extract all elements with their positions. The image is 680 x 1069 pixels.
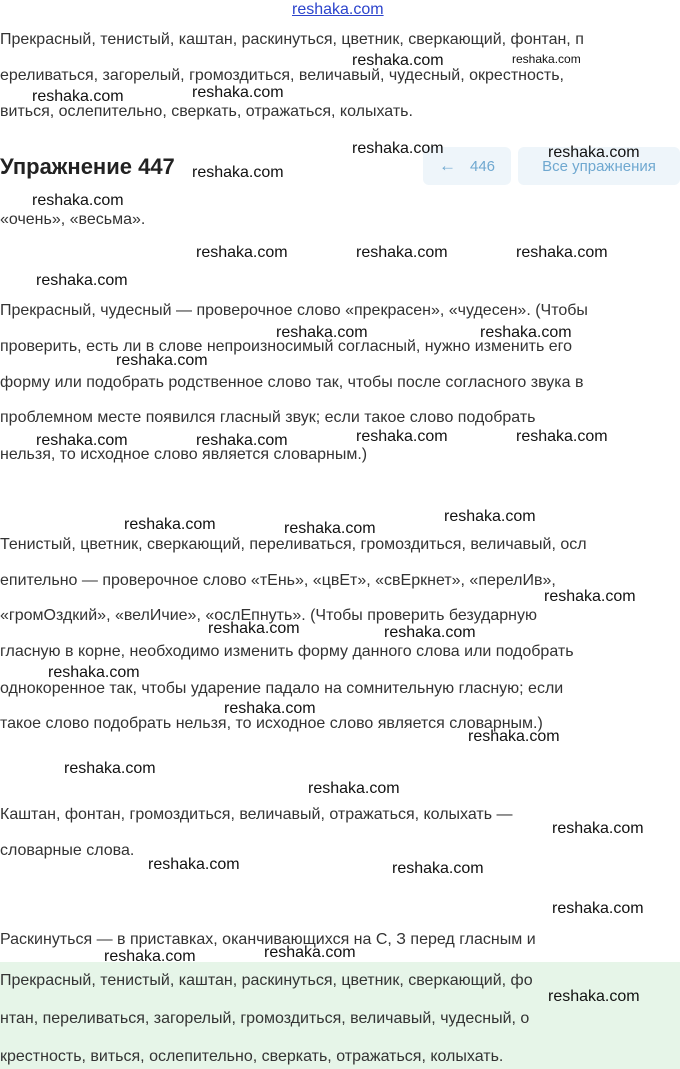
block2-line-3: «громОздкий», «велИчие», «ослЕпнуть». (Чтобы проверить безударную	[0, 607, 537, 624]
watermark: reshaka.com	[480, 324, 572, 341]
watermark: reshaka.com	[352, 52, 444, 69]
watermark: reshaka.com	[32, 192, 124, 209]
watermark: reshaka.com	[392, 860, 484, 877]
intro-text: «очень», «весьма».	[0, 211, 146, 228]
watermark: reshaka.com	[284, 520, 376, 537]
watermark: reshaka.com	[356, 244, 448, 261]
watermark: reshaka.com	[208, 620, 300, 637]
watermark: reshaka.com	[548, 988, 640, 1005]
watermark: reshaka.com	[512, 52, 581, 66]
block2-line-1: Тенистый, цветник, сверкающий, переливаться, громоздиться, величавый, осл	[0, 536, 587, 553]
all-exercises-label: Все упражнения	[542, 157, 656, 175]
watermark: reshaka.com	[48, 664, 140, 681]
prev-exercise-label: 446	[469, 157, 496, 175]
watermark: reshaka.com	[544, 588, 636, 605]
answer-box	[0, 962, 680, 1069]
block2-line-5: однокоренное так, чтобы ударение падало на сомнительную гласную; если	[0, 680, 564, 697]
answer-line-1: Прекрасный, тенистый, каштан, раскинуться, цветник, сверкающий, фо	[0, 972, 533, 989]
watermark: reshaka.com	[64, 760, 156, 777]
arrow-left-icon: ←	[438, 156, 456, 175]
watermark: reshaka.com	[516, 244, 608, 261]
block3-line-2: словарные слова.	[0, 842, 135, 859]
watermark: reshaka.com	[124, 516, 216, 533]
watermark: reshaka.com	[264, 944, 356, 961]
block2-line-6: такое слово подобрать нельзя, то исходное слово является словарным.)	[0, 715, 543, 732]
watermark: reshaka.com	[36, 272, 128, 289]
watermark: reshaka.com	[148, 856, 240, 873]
watermark: reshaka.com	[444, 508, 536, 525]
block1-line-3: форму или подобрать родственное слово так, чтобы после согласного звука в	[0, 374, 584, 391]
block1-line-4: проблемном месте появился гласный звук; если такое слово подобрать	[0, 409, 536, 426]
watermark: reshaka.com	[36, 432, 128, 449]
block1-line-2: проверить, есть ли в слове непроизносимый согласный, нужно изменить его	[0, 338, 573, 355]
block1-line-5: нельзя, то исходное слово является словарным.)	[0, 446, 368, 463]
watermark: reshaka.com	[224, 700, 316, 717]
watermark: reshaka.com	[548, 144, 640, 161]
top-line-2: ереливаться, загорелый, громоздиться, величавый, чудесный, окрестность,	[0, 67, 564, 84]
exercise-title: Упражнение 447	[0, 154, 175, 179]
watermark: reshaka.com	[276, 324, 368, 341]
watermark: reshaka.com	[196, 244, 288, 261]
block2-line-4: гласную в корне, необходимо изменить форму данного слова или подобрать	[0, 643, 574, 660]
answer-line-2: нтан, переливаться, загорелый, громоздиться, величавый, чудесный, о	[0, 1010, 530, 1027]
watermark: reshaka.com	[468, 728, 560, 745]
watermark: reshaka.com	[192, 84, 284, 101]
site-link[interactable]: reshaka.com	[292, 1, 384, 18]
watermark: reshaka.com	[308, 780, 400, 797]
watermark: reshaka.com	[552, 820, 644, 837]
watermark: reshaka.com	[192, 164, 284, 181]
watermark: reshaka.com	[32, 88, 124, 105]
block4-line-1: Раскинуться — в приставках, оканчивающихся на С, З перед гласным и	[0, 931, 536, 948]
watermark: reshaka.com	[104, 948, 196, 965]
watermark: reshaka.com	[116, 352, 208, 369]
watermark: reshaka.com	[196, 432, 288, 449]
block3-line-1: Каштан, фонтан, громоздиться, величавый, отражаться, колыхать —	[0, 806, 513, 823]
watermark: reshaka.com	[552, 900, 644, 917]
top-line-1: Прекрасный, тенистый, каштан, раскинуться, цветник, сверкающий, фонтан, п	[0, 31, 584, 48]
watermark: reshaka.com	[384, 624, 476, 641]
top-line-3: виться, ослепительно, сверкать, отражаться, колыхать.	[0, 103, 413, 120]
watermark: reshaka.com	[356, 428, 448, 445]
block1-line-1: Прекрасный, чудесный — проверочное слово «прекрасен», «чудесен». (Чтобы	[0, 302, 588, 319]
answer-line-3: крестность, виться, ослепительно, сверкать, отражаться, колыхать.	[0, 1048, 504, 1065]
watermark: reshaka.com	[352, 140, 444, 157]
watermark: reshaka.com	[516, 428, 608, 445]
block2-line-2: епительно — проверочное слово «тЕнь», «цвЕт», «свЕркнет», «перелИв»,	[0, 572, 556, 589]
